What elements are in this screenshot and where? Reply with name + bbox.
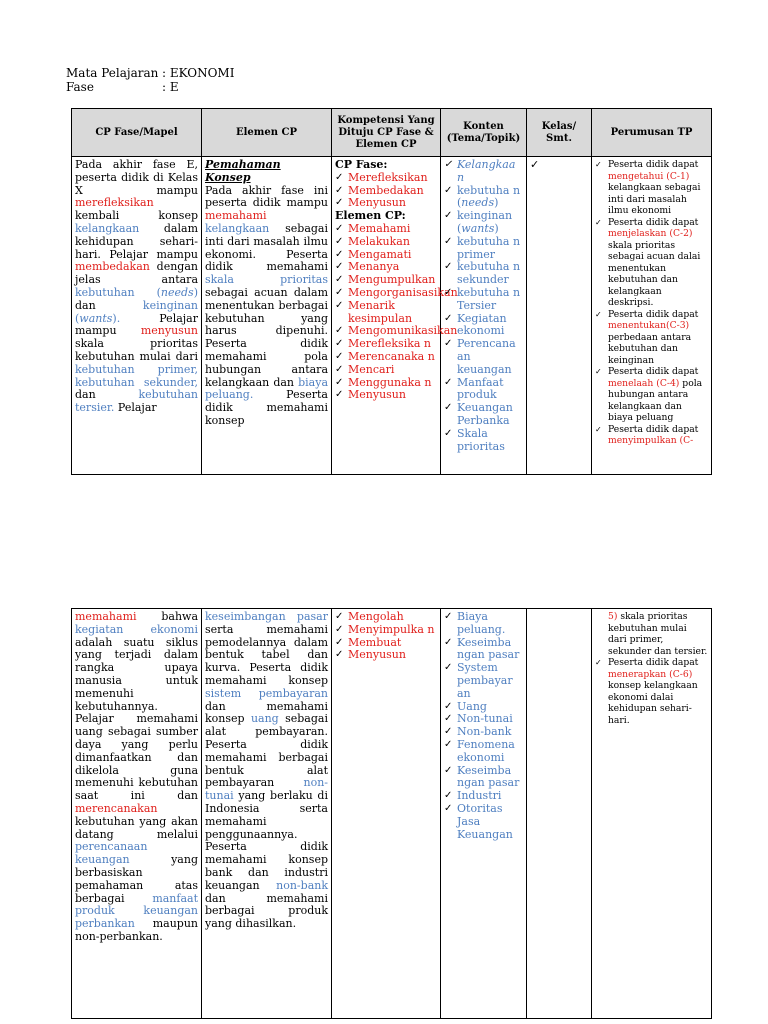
phase-line: [66, 80, 179, 94]
kompetensi-cell: [332, 609, 441, 1019]
table-row: [72, 609, 712, 1019]
list-item: ✓ Mengomunikasikan: [335, 325, 437, 338]
list-item: ✓ Kegiatan ekonomi: [444, 313, 523, 339]
col-header-elemen: Elemen CP: [202, 109, 332, 157]
list-item: ✓ kebutuha n (needs): [444, 185, 523, 211]
list-item: ✓ Kelangkaa n: [444, 159, 523, 185]
list-item: ✓ Otoritas Jasa Keuangan: [444, 803, 523, 841]
phase-value: : E: [162, 80, 179, 94]
list-item: ✓ Fenomena ekonomi: [444, 739, 523, 765]
list-item: ✓ Menyimpulka n: [335, 624, 437, 637]
col-header-kompetensi: Kompetensi Yang Dituju CP Fase & Elemen CP: [332, 109, 441, 157]
list-item: ✓ Manfaat produk: [444, 377, 523, 403]
list-item: ✓ Mengamati: [335, 249, 437, 262]
perumusan-tp-cell: [592, 609, 712, 1019]
list-item: ✓ Keseimba ngan pasar: [444, 637, 523, 663]
list-item: ✓ Mengumpulkan: [335, 274, 437, 287]
kompetensi-head-cp: CP Fase:: [335, 158, 388, 171]
list-item: ✓ Menyusun: [335, 389, 437, 402]
list-item: ✓ Peserta didik dapat mengetahui (C-1) kelangkaan sebagai inti dari masalah ilmu ekonomi: [595, 159, 708, 217]
list-item: ✓ Non-bank: [444, 726, 523, 739]
kelas-cell: [527, 157, 592, 475]
elemen-cp-cell: Pemahaman Konsep Pada akhir fase ini peserta didik mampu memahami kelangkaan sebagai inti dari masalah ilmu ekonomi. Peserta didik memahami skala prioritas sebagai acuan dalam menentukan berbagai kebutuhan yang harus dipenuhi. Peserta didik memahami pola hubungan antara kelangkaan dan biaya peluang. Peserta didik memahami konsep: [202, 157, 332, 475]
konten-cell: [441, 157, 527, 475]
phase-label: Fase: [66, 80, 94, 94]
list-item: ✓ kebutuha n Tersier: [444, 287, 523, 313]
list-item: ✓ Memahami: [335, 223, 437, 236]
list-item: ✓ System pembayar an: [444, 662, 523, 700]
subject-value: : EKONOMI: [162, 66, 235, 80]
col-header-cp: CP Fase/Mapel: [72, 109, 202, 157]
list-item: ✓ kebutuha n primer: [444, 236, 523, 262]
list-item: ✓ Menyusun: [335, 197, 437, 210]
list-item: ✓ kebutuha n sekunder: [444, 261, 523, 287]
list-item: ✓ Skala prioritas: [444, 428, 523, 454]
list-item: ✓ Membuat: [335, 637, 437, 650]
list-item: ✓ Melakukan: [335, 236, 437, 249]
list-item: ✓ Merefleksika n: [335, 338, 437, 351]
list-item: ✓ Mencari: [335, 364, 437, 377]
kompetensi-head-elemen: Elemen CP:: [335, 209, 406, 223]
list-item: ✓ Non-tunai: [444, 713, 523, 726]
list-item: ✓ keinginan (wants): [444, 210, 523, 236]
cp-table-part-1: [71, 108, 712, 475]
perumusan-tp-cell: [592, 157, 712, 475]
elemen-cp-cell: keseimbangan pasar serta memahami pemodelannya dalam bentuk tabel dan kurva. Peserta didik memahami konsep sistem pembayaran dan memahami konsep uang sebagai alat pembayaran. Peserta didik memahami berbagai bentuk alat pembayaran non-tunai yang berlaku di Indonesia serta memahami penggunaannya. Peserta didik memahami konsep bank dan industri keuangan non-bank dan memahami berbagai produk yang dihasilkan.: [202, 609, 332, 1019]
list-item: ✓ Peserta didik dapat menentukan(C-3) perbedaan antara kebutuhan dan keinginan: [595, 309, 708, 367]
list-item: ✓ Mengolah: [335, 611, 437, 624]
list-item: ✓ Membedakan: [335, 185, 437, 198]
col-header-kelas: Kelas/ Smt.: [527, 109, 592, 157]
subject-label: Mata Pelajaran: [66, 66, 159, 80]
check-icon: ✓: [530, 158, 540, 171]
list-item: ✓ Peserta didik dapat menyimpulkan (C-: [595, 424, 708, 447]
cp-table-part-2: [71, 608, 712, 1019]
list-item: ✓ Peserta didik dapat menerapkan (C-6) konsep kelangkaan ekonomi dalai kehidupan sehari-hari.: [595, 657, 708, 726]
list-item: ✓ Mengorganisasikan: [335, 287, 437, 300]
tp-continuation: 5) skala prioritas kebutuhan mulai dari primer, sekunder dan tersier.: [608, 611, 708, 657]
col-header-konten: Konten (Tema/Topik): [441, 109, 527, 157]
col-header-tp: Perumusan TP: [592, 109, 712, 157]
list-item: ✓ Menanya: [335, 261, 437, 274]
table-header-row: [72, 109, 712, 157]
elemen-title: Pemahaman Konsep: [205, 158, 281, 184]
subject-line: [66, 66, 234, 80]
list-item: ✓ Menyusun: [335, 649, 437, 662]
cp-fase-cell: memahami bahwa kegiatan ekonomi adalah suatu siklus yang terjadi dalam rangka upaya manusia untuk memenuhi kebutuhannya. Pelajar memahami uang sebagai sumber daya yang perlu dimanfaatkan dan dikelola guna memenuhi kebutuhan saat ini dan merencanakan kebutuhan yang akan datang melalui perencanaan keuangan yang berbasiskan pemahaman atas berbagai manfaat produk keuangan perbankan maupun non-perbankan.: [72, 609, 202, 1019]
cp-fase-cell: Pada akhir fase E, peserta didik di Kelas X mampu merefleksikan kembali konsep kelangkaan dalam kehidupan sehari-hari. Pelajar mampu membedakan dengan jelas antara kebutuhan (needs) dan keinginan (wants). Pelajar mampu menyusun skala prioritas kebutuhan mulai dari kebutuhan primer, kebutuhan sekunder, dan kebutuhan tersier. Pelajar: [72, 157, 202, 475]
list-item: ✓ Merencanaka n: [335, 351, 437, 364]
kompetensi-cell: [332, 157, 458, 475]
list-item: ✓ Perencana an keuangan: [444, 338, 523, 376]
list-item: ✓ Peserta didik dapat menelaah (C-4) pola hubungan antara kelangkaan dan biaya peluang: [595, 366, 708, 424]
kelas-cell: [527, 609, 592, 1019]
list-item: ✓ Menggunaka n: [335, 377, 437, 390]
list-item: ✓ Industri: [444, 790, 523, 803]
list-item: ✓ Keseimba ngan pasar: [444, 765, 523, 791]
list-item: ✓ Peserta didik dapat menjelaskan (C-2) skala prioritas sebagai acuan dalai menentukan kebutuhan dan kelangkaan deskripsi.: [595, 217, 708, 309]
table-row: [72, 157, 712, 475]
list-item: ✓ Merefleksikan: [335, 172, 437, 185]
konten-cell: [441, 609, 527, 1019]
list-item: ✓ Uang: [444, 701, 523, 714]
list-item: ✓ Biaya peluang.: [444, 611, 523, 637]
list-item: ✓ Menarik kesimpulan: [335, 300, 437, 326]
list-item: ✓ Keuangan Perbanka: [444, 402, 523, 428]
